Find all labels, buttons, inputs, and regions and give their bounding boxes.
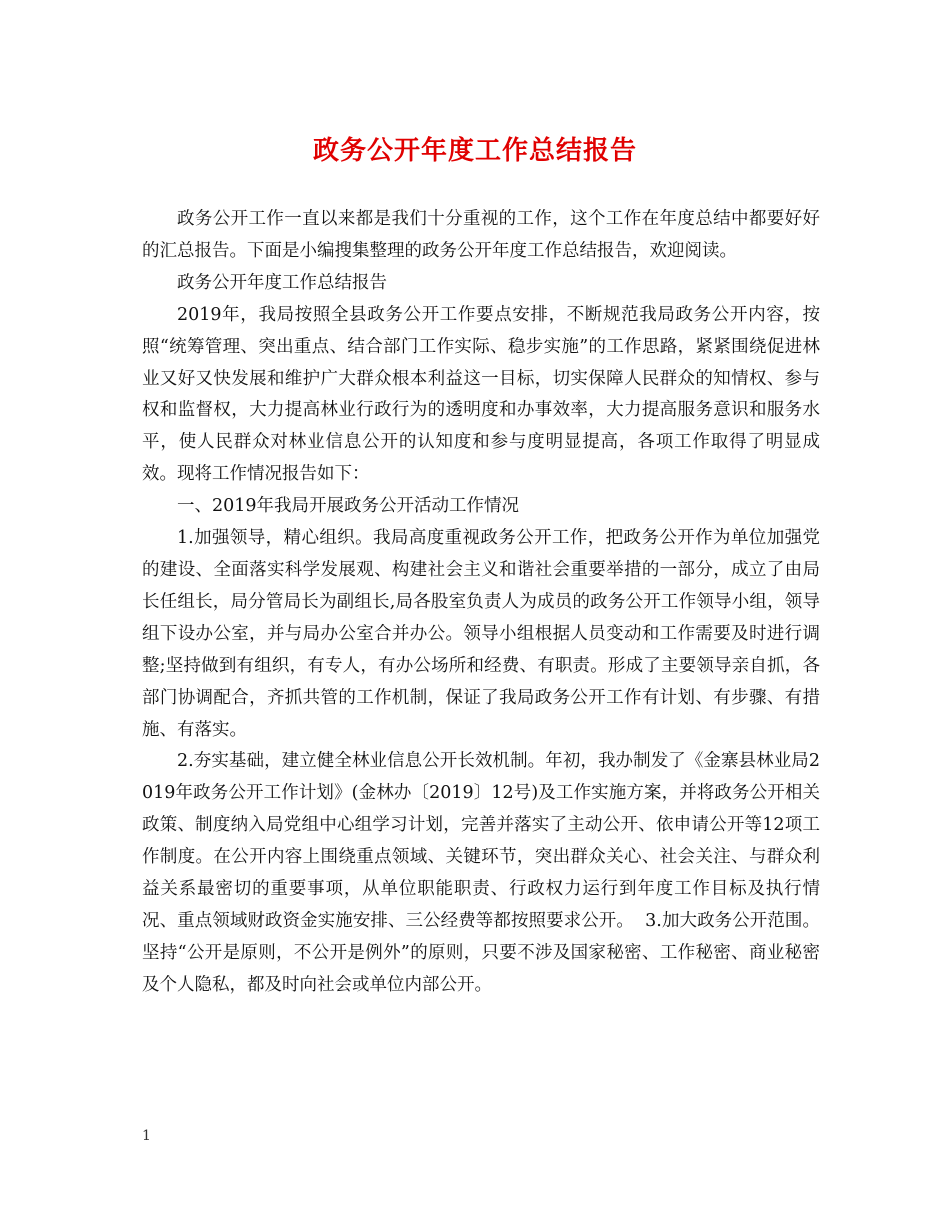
page-number: 1 (142, 1128, 151, 1144)
paragraph-leadership: 1.加强领导，精心组织。我局高度重视政务公开工作，把政务公开作为单位加强党的建设、全面落实科学发展观、构建社会主义和谐社会重要举措的一部分，成立了由局长任组长，局分管局长为副组长,局各股室负责人为成员的政务公开工作领导小组，领导组下设办公室，并与局办公室合并办公。领导小组根据人员变动和工作需要及时进行调整;坚持做到有组织，有专人，有办公场所和经费、有职责。形成了主要领导亲自抓，各部门协调配合，齐抓共管的工作机制，保证了我局政务公开工作有计划、有步骤、有措施、有落实。 (142, 528, 820, 740)
document-body (142, 204, 820, 1002)
section-heading: 一、2019年我局开展政务公开活动工作情况 (177, 496, 520, 517)
paragraph-foundation: 2.夯实基础，建立健全林业信息公开长效机制。年初，我办制发了《金寨县林业局2019年政务公开工作计划》(金林办〔2019〕12号)及工作实施方案，并将政务公开相关政策、制度纳入局党组中心组学习计划，完善并落实了主动公开、依申请公开等12项工作制度。在公开内容上围绕重点领域、关键环节，突出群众关心、社会关注、与群众利益关系最密切的重要事项，从单位职能职责、行政权力运行到年度工作目标及执行情况、重点领域财政资金实施安排、三公经费等都按照要求公开。 3.加大政务公开范围。坚持“公开是原则，不公开是例外”的原则，只要不涉及国家秘密、工作秘密、商业秘密及个人隐私，都及时向社会或单位内部公开。 (142, 751, 820, 995)
paragraph-intro: 政务公开工作一直以来都是我们十分重视的工作，这个工作在年度总结中都要好好的汇总报告。下面是小编搜集整理的政务公开年度工作总结报告，欢迎阅读。 (142, 209, 820, 261)
document-title: 政务公开年度工作总结报告 (312, 136, 637, 166)
paragraph-subtitle: 政务公开年度工作总结报告 (177, 272, 387, 293)
paragraph-overview: 2019年，我局按照全县政务公开工作要点安排，不断规范我局政务公开内容，按照“统筹管理、突出重点、结合部门工作实际、稳步实施”的工作思路，紧紧围绕促进林业又好又快发展和维护广大群众根本利益这一目标，切实保障人民群众的知情权、参与权和监督权，大力提高林业行政行为的透明度和办事效率，大力提高服务意识和服务水平，使人民群众对林业信息公开的认知度和参与度明显提高，各项工作取得了明显成效。现将工作情况报告如下： (142, 304, 820, 485)
